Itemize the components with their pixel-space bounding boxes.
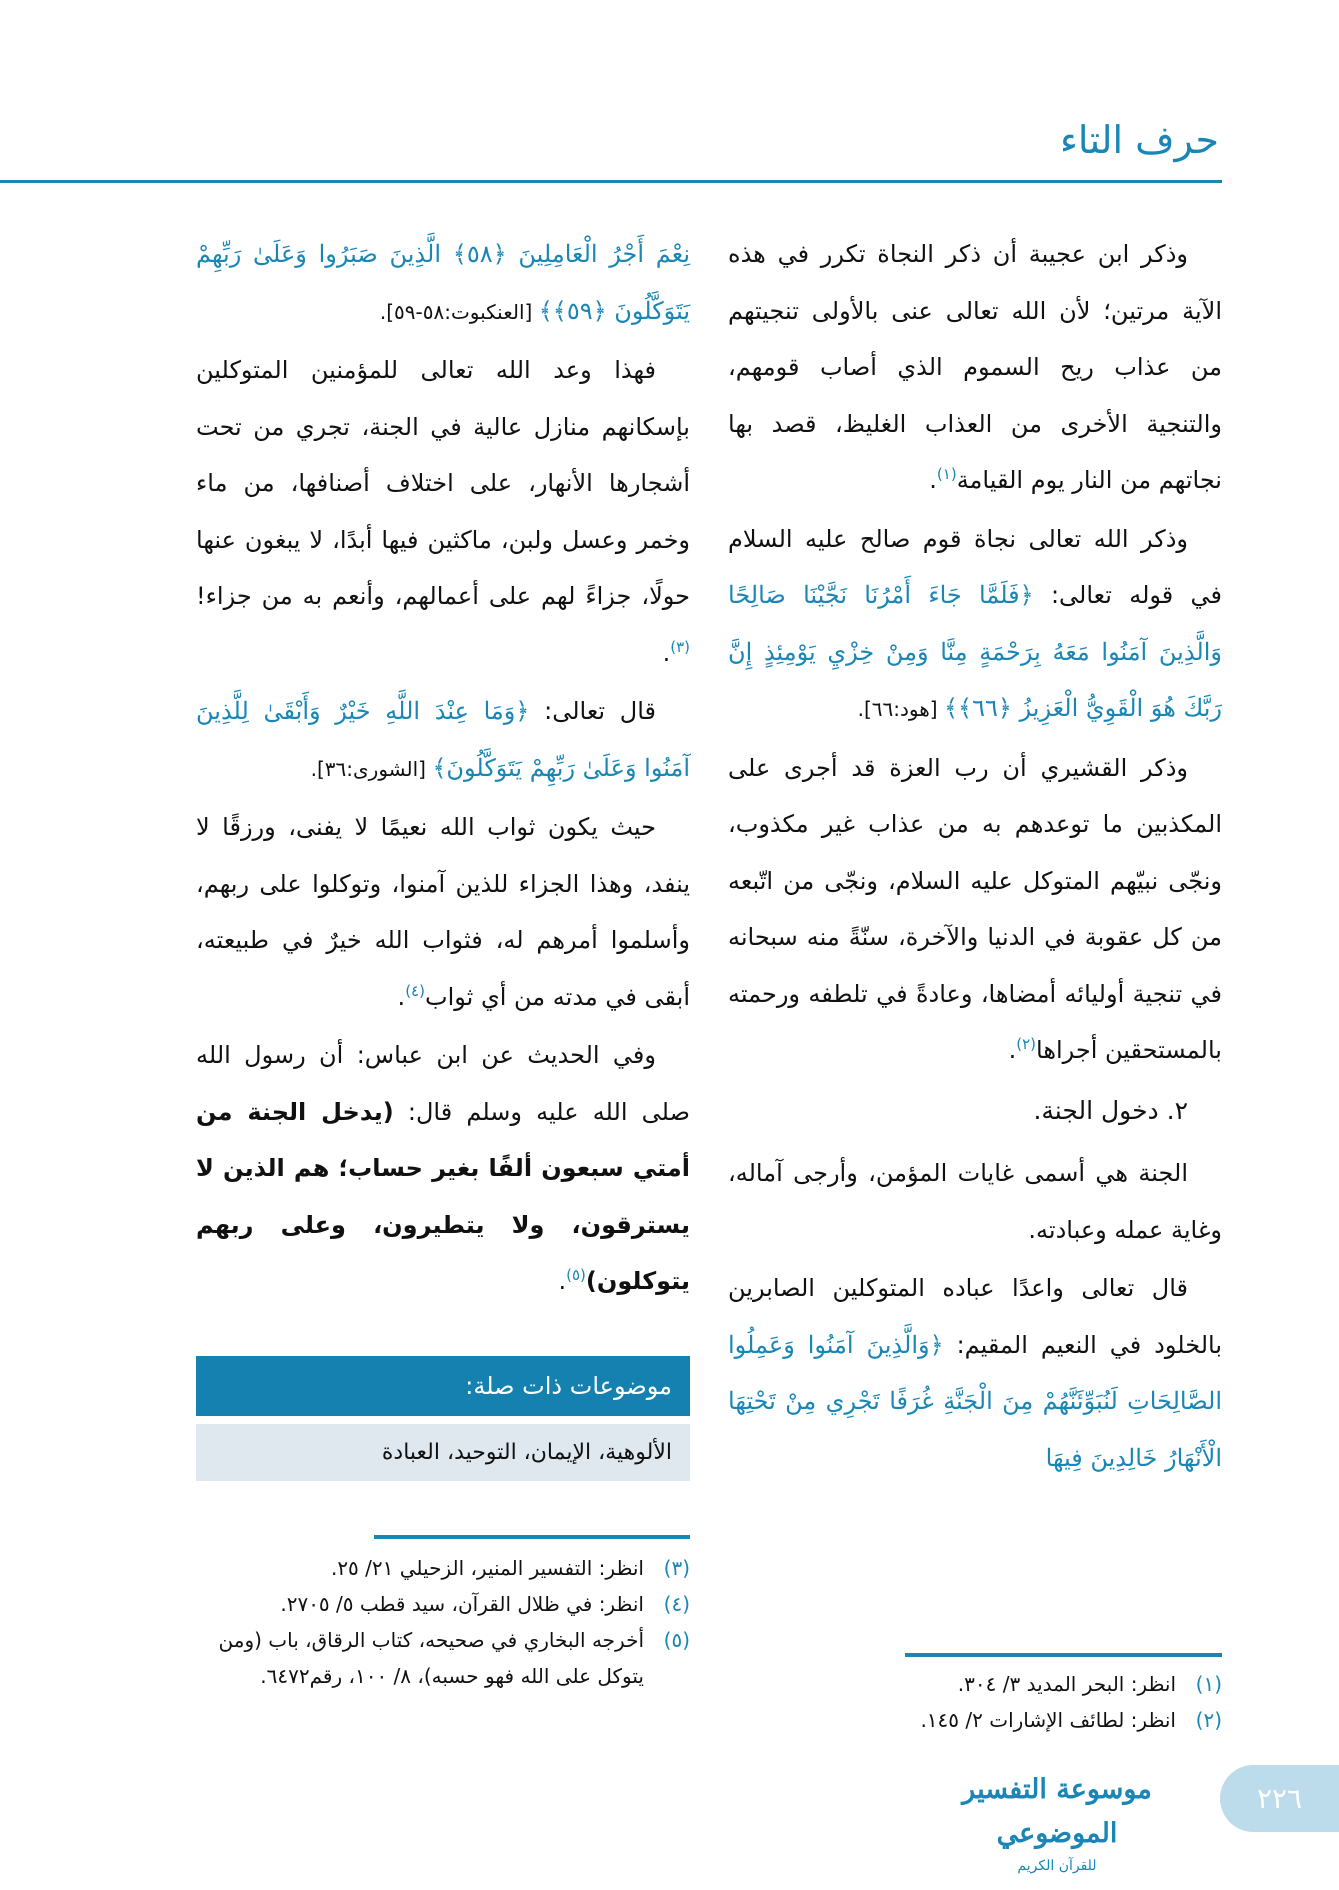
paragraph (728, 511, 1222, 738)
punctuation: . (1008, 1036, 1017, 1064)
paragraph-text: الجنة هي أسمى غايات المؤمن، وأرجى آماله، وغاية عمله وعبادته. (728, 1159, 1222, 1244)
verse-reference: [هود:٦٦]. (857, 697, 944, 721)
punctuation: . (397, 982, 406, 1011)
paragraph-text: وذكر ابن عجيبة أن ذكر النجاة تكرر في هذه الآية مرتين؛ لأن الله تعالى عنى بالأولى تنجيتهم من عذاب ريح السموم الذي أصاب قومهم، والتنجية الأخرى من العذاب الغليظ، قصد بها نجاتهم من النار يوم القيامة (728, 240, 1222, 494)
footnote-number: (١) (1195, 1672, 1222, 1696)
paragraph (196, 1027, 690, 1310)
footnote (196, 1622, 690, 1694)
footnote-ref[interactable]: (٣) (670, 637, 690, 656)
related-topics-list[interactable]: الألوهية، الإيمان، التوحيد، العبادة (196, 1424, 690, 1481)
paragraph (728, 226, 1222, 509)
quran-verse: نِعْمَ أَجْرُ الْعَامِلِينَ ﴿٥٨﴾ الَّذِينَ صَبَرُوا وَعَلَىٰ رَبِّهِمْ يَتَوَكَّلُونَ ﴿٥٩﴾﴾ (196, 240, 691, 325)
left-column (196, 226, 690, 1312)
paragraph-text: حيث يكون ثواب الله نعيمًا لا يفنى، ورزقًا لا ينفد، وهذا الجزاء للذين آمنوا، وتوكلوا على ربهم، وأسلموا أمرهم له، فثواب الله خيرٌ في طبيعته، أبقى في مدته من أي ثواب (196, 813, 690, 1011)
punctuation: . (662, 638, 671, 667)
logo-title: موسوعة التفسير الموضوعي (962, 1774, 1152, 1849)
verse-reference: [الشورى:٣٦]. (310, 756, 433, 781)
paragraph-text: وذكر الله تعالى نجاة قوم صالح عليه السلام في قوله تعالى: (728, 524, 1222, 609)
footnote (728, 1666, 1222, 1702)
chapter-title: حرف التاء (1060, 118, 1219, 162)
related-topics-heading: موضوعات ذات صلة: (196, 1356, 690, 1416)
footnote-ref[interactable]: (١) (936, 465, 957, 483)
footnote-ref[interactable]: (٥) (566, 1266, 586, 1284)
footnotes-left (196, 1550, 690, 1694)
footnote-number: (٢) (1195, 1708, 1222, 1732)
paragraph (728, 1145, 1222, 1258)
punctuation: . (558, 1267, 567, 1295)
footnote (728, 1702, 1222, 1738)
paragraph-text: قال تعالى: (529, 697, 657, 725)
paragraph-text: فهذا وعد الله تعالى للمؤمنين المتوكلين بإسكانهم منازل عالية في الجنة، تجري من تحت أشجارها الأنهار، على اختلاف أصنافها، من ماء وخمر وعسل ولبن، ماكثين فيها أبدًا، لا يبغون عنها حولًا، جزاءً لهم على أعمالهم، وأنعم به من جزاء! (196, 356, 690, 610)
quran-verse: ﴿وَالَّذِينَ آمَنُوا وَعَمِلُوا الصَّالِحَاتِ لَنُبَوِّئَنَّهُمْ مِنَ الْجَنَّةِ غُرَفًا تَجْرِي مِنْ تَحْتِهَا الْأَنْهَارُ خَالِدِينَ فِيهَا (728, 1330, 1222, 1472)
page-number: ٢٢٦ (1220, 1765, 1339, 1832)
paragraph (196, 342, 690, 681)
footnote (196, 1550, 690, 1586)
punctuation: . (929, 466, 937, 494)
paragraph (196, 799, 690, 1025)
footnote-rule (905, 1653, 1222, 1657)
footnote-text: انظر: في ظلال القرآن، سيد قطب ٥/ ٢٧٠٥. (280, 1592, 644, 1616)
footnote-number: (٥) (663, 1628, 690, 1652)
encyclopedia-logo (934, 1768, 1180, 1874)
quran-verse: ﴿فَلَمَّا جَاءَ أَمْرُنَا نَجَّيْنَا صَالِحًا وَالَّذِينَ آمَنُوا مَعَهُ بِرَحْمَةٍ مِنَّا وَمِنْ خِزْيِ يَوْمِئِذٍ إِنَّ رَبَّكَ هُوَ الْقَوِيُّ الْعَزِيزُ ﴿٦٦﴾﴾ (728, 581, 1222, 722)
related-topics-box (196, 1356, 690, 1481)
footnote (196, 1586, 690, 1622)
section-heading: ٢. دخول الجنة. (1033, 1095, 1188, 1125)
footnote-text: انظر: التفسير المنير، الزحيلي ٢١/ ٢٥. (330, 1556, 644, 1580)
hadith-text: (يدخل الجنة من أمتي سبعون ألفًا بغير حساب؛ هم الذين لا يسترقون، ولا يتطيرون، وعلى ربهم يتوكلون) (196, 1097, 690, 1295)
footnote-text: أخرجه البخاري في صحيحه، كتاب الرقاق، باب (ومن يتوكل على الله فهو حسبه)، ٨/ ١٠٠، رقم٦٤٧٢. (218, 1628, 644, 1688)
paragraph (728, 740, 1222, 1079)
footnote-text: انظر: لطائف الإشارات ٢/ ١٤٥. (920, 1708, 1176, 1732)
right-column (728, 226, 1222, 1488)
logo-subtitle: للقرآن الكريم (1017, 1858, 1097, 1874)
footnote-ref[interactable]: (٢) (1016, 1035, 1036, 1053)
paragraph (728, 1260, 1222, 1486)
verse-reference: [العنكبوت:٥٨-٥٩]. (379, 299, 539, 324)
footnote-number: (٣) (663, 1556, 690, 1580)
quran-verse: ﴿وَمَا عِنْدَ اللَّهِ خَيْرٌ وَأَبْقَىٰ لِلَّذِينَ آمَنُوا وَعَلَىٰ رَبِّهِمْ يَتَوَكَّلُونَ﴾ (196, 697, 690, 782)
footnote-ref[interactable]: (٤) (405, 981, 425, 1000)
paragraph-text: وذكر القشيري أن رب العزة قد أجرى على المكذبين ما توعدهم به من عذاب غير مكذوب، ونجّى نبيّهم المتوكل عليه السلام، ونجّى من اتّبعه من كل عقوبة في الدنيا والآخرة، سنّةً منه سبحانه في تنجية أوليائه أمضاها، وعادةً في تلطفه ورحمته بالمستحقين أجراها (728, 753, 1222, 1064)
paragraph-text: قال تعالى واعدًا عباده المتوكلين الصابرين بالخلود في النعيم المقيم: (728, 1274, 1222, 1359)
footnote-rule (374, 1535, 690, 1539)
footnote-number: (٤) (663, 1592, 690, 1616)
footnotes-right (728, 1666, 1222, 1738)
header-rule (0, 180, 1222, 183)
paragraph-text: وفي الحديث عن ابن عباس: أن رسول الله صلى الله عليه وسلم قال: (196, 1041, 690, 1126)
paragraph (196, 683, 690, 797)
footnote-text: انظر: البحر المديد ٣/ ٣٠٤. (957, 1672, 1176, 1696)
paragraph (196, 226, 690, 340)
